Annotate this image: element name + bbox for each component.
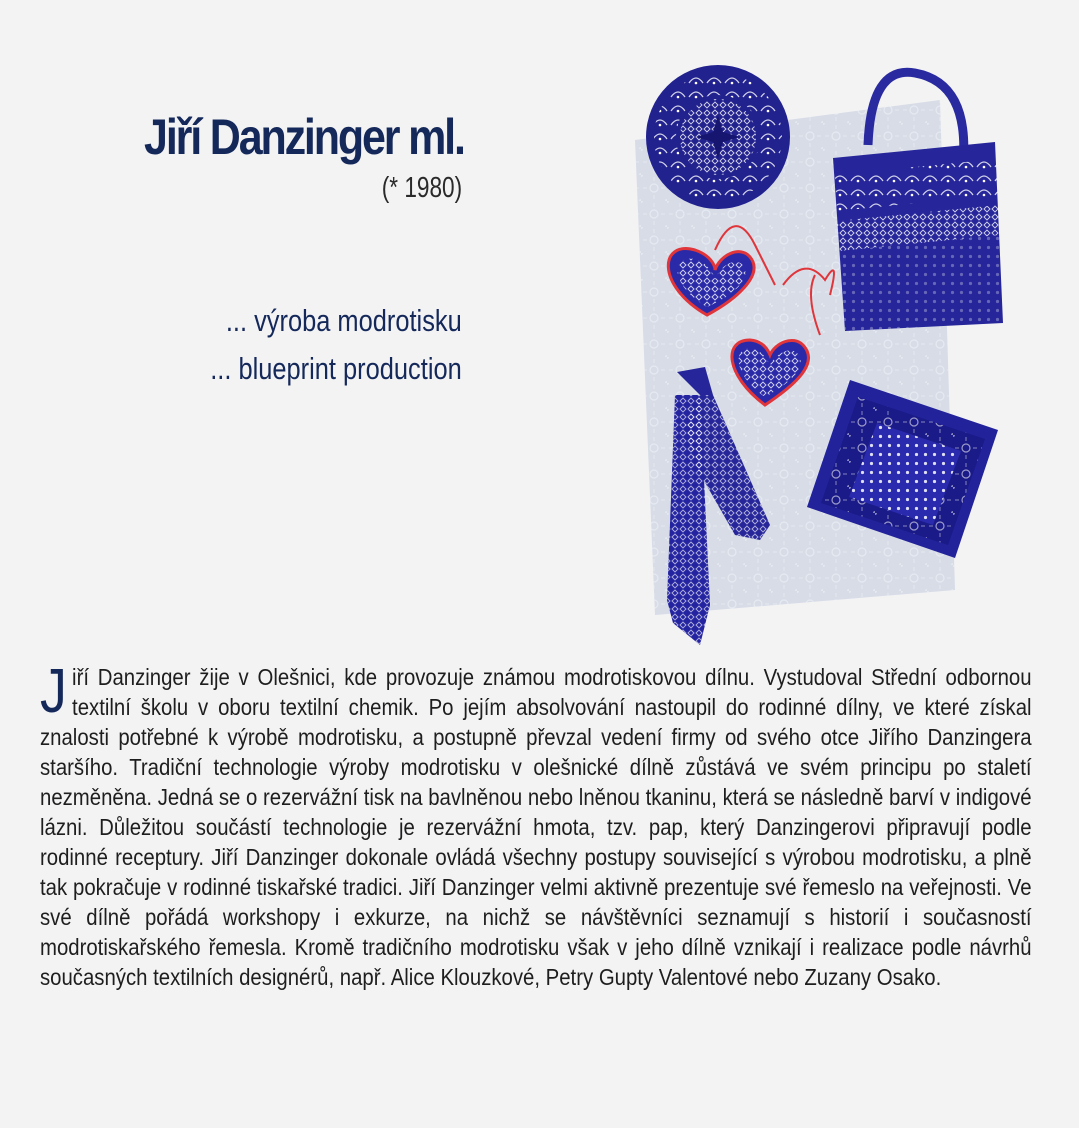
beret-item bbox=[646, 65, 790, 209]
article-body bbox=[40, 657, 1032, 992]
craft-subtitle bbox=[210, 297, 462, 393]
article-paragraph bbox=[40, 657, 1032, 992]
subtitle-czech: ... výroba modrotisku bbox=[226, 303, 462, 338]
product-photo bbox=[615, 45, 1040, 650]
artist-name: Jiří Danzinger ml. bbox=[144, 109, 464, 165]
drop-cap-letter: J bbox=[40, 657, 67, 726]
subtitle-english: ... blueprint production bbox=[210, 351, 462, 386]
article-text: iří Danzinger žije v Olešnici, kde provozuje známou modrotiskovou dílnu. Vystudoval Střední odbornou textilní školu v oboru textilní chemik. Po jejím absolvování nastoupil do rodinné dílny, ve které získal znalosti potřebné k výrobě modrotisku, a postupně převzal vedení firmy od svého otce Jiřího Danzingera staršího. Tradiční technologie výroby modrotisku v olešnické dílně zůstává ve svém principu po staletí nezměněna. Jedná se o rezervážní tisk na bavlněnou nebo lněnou tkaninu, která se následně barví v indigové lázni. Důležitou součástí technologie je rezervážní hmota, tzv. pap, který Danzingerovi připravují podle rodinné receptury. Jiří Danzinger dokonale ovládá všechny postupy související s výrobou modrotisku, a plně tak pokračuje v rodinné tiskařské tradici. Jiří Danzinger velmi aktivně prezentuje své řemeslo na veřejnosti. Ve své dílně pořádá workshopy i exkurze, na nichž se návštěvníci seznamují s historií i současností modrotiskařského řemesla. Kromě tradičního modrotisku však v jeho dílně vznikají i realizace podle návrhů současných textilních designérů, např. Alice Klouzkové, Petry Gupty Valentové nebo Zuzany Osako. bbox=[40, 664, 1032, 990]
birth-year: (* 1980) bbox=[381, 172, 462, 204]
